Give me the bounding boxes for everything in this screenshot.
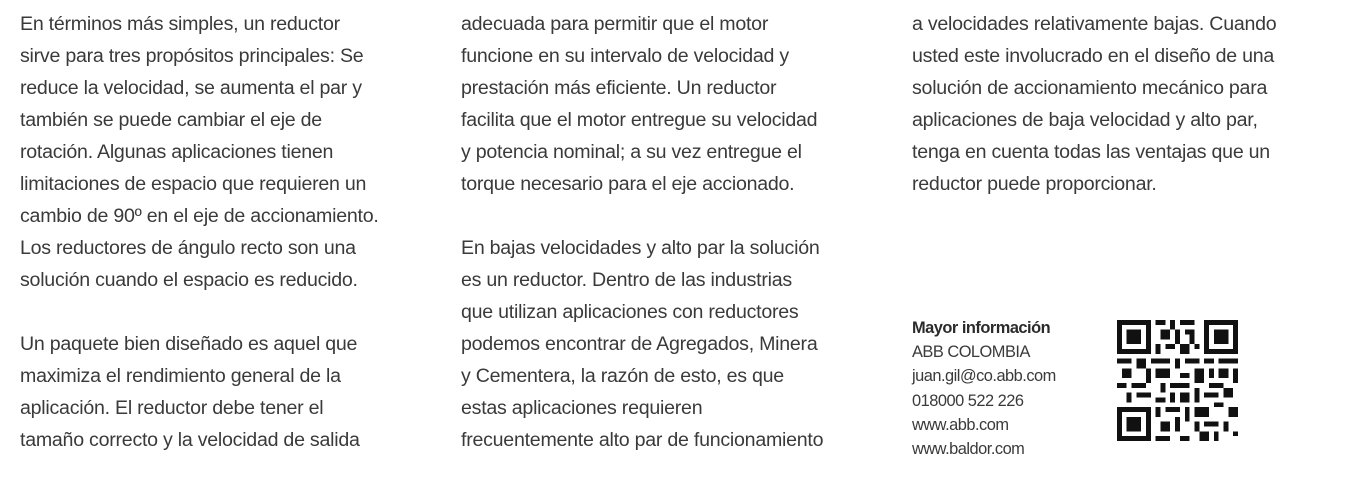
text-line: Un paquete bien diseñado es aquel que [20,333,358,355]
contact-email-link[interactable]: juan.gil@co.abb.com [912,367,1056,386]
text-line: aplicaciones de baja velocidad y alto par, [912,109,1258,131]
text-line: cambio de 90º en el eje de accionamiento. [20,205,379,227]
text-line: que utilizan aplicaciones con reductores [461,301,799,323]
text-column-2 [461,8,881,456]
contact-phone: 018000 522 226 [912,391,1024,410]
text-line: tenga en cuenta todas las ventajas que un [912,141,1270,163]
text-line: funcione en su intervalo de velocidad y [461,45,789,67]
text-line: y potencia nominal; a su vez entregue el [461,141,802,163]
contact-company: ABB COLOMBIA [912,343,1030,362]
text-line: también se puede cambiar el eje de [20,109,322,131]
contact-title: Mayor información [912,319,1051,337]
text-column-3 [912,8,1342,200]
paragraph [912,8,1342,200]
text-line: En términos más simples, un reductor [20,13,340,35]
text-line: torque necesario para el eje accionado. [461,173,795,195]
text-line: Los reductores de ángulo recto son una [20,237,356,259]
text-line: reduce la velocidad, se aumenta el par y [20,77,362,99]
text-line: usted este involucrado en el diseño de una [912,45,1275,67]
text-line: limitaciones de espacio que requieren un [20,173,367,195]
text-line: facilita que el motor entregue su velocidad [461,109,818,131]
paragraph [461,232,881,456]
paragraph [20,328,440,456]
text-line: a velocidades relativamente bajas. Cuando [912,13,1277,35]
text-line: sirve para tres propósitos principales: Se [20,45,364,67]
qr-code-icon [1117,320,1238,441]
text-line: rotación. Algunas aplicaciones tienen [20,141,334,163]
text-line: prestación más eficiente. Un reductor [461,77,777,99]
text-line: frecuentemente alto par de funcionamiento [461,429,824,451]
text-line: podemos encontrar de Agregados, Minera [461,333,818,355]
contact-web-link-baldor[interactable]: www.baldor.com [912,440,1025,459]
text-line: adecuada para permitir que el motor [461,13,769,35]
text-line: solución de accionamiento mecánico para [912,77,1268,99]
text-line: En bajas velocidades y alto par la solución [461,237,820,259]
paragraph [461,8,881,200]
text-line: solución cuando el espacio es reducido. [20,269,358,291]
text-line: y Cementera, la razón de esto, es que [461,365,784,387]
contact-web-link-abb[interactable]: www.abb.com [912,415,1009,434]
contact-info [912,316,1056,461]
text-line: es un reductor. Dentro de las industrias [461,269,792,291]
text-line: reductor puede proporcionar. [912,173,1157,195]
text-column-1 [20,8,440,456]
paragraph [20,8,440,296]
text-line: estas aplicaciones requieren [461,397,703,419]
text-line: maximiza el rendimiento general de la [20,365,341,387]
text-line: tamaño correcto y la velocidad de salida [20,429,360,451]
text-line: aplicación. El reductor debe tener el [20,397,324,419]
